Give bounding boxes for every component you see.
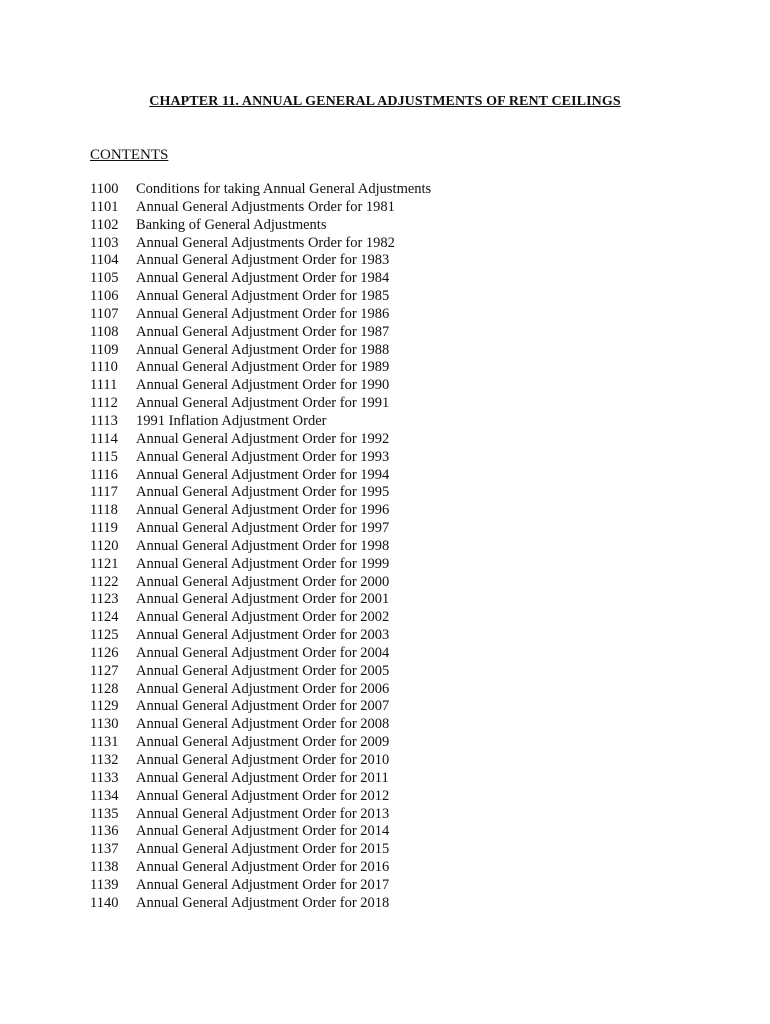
toc-entry [90, 235, 690, 253]
toc-section-number: 1120 [90, 537, 119, 554]
toc-section-number: 1104 [90, 252, 119, 269]
toc-entry [90, 716, 690, 734]
toc-section-title: Annual General Adjustment Order for 1985 [136, 288, 390, 305]
toc-section-number: 1105 [90, 270, 119, 287]
toc-section-title: Annual General Adjustment Order for 2013 [136, 805, 390, 822]
toc-section-number: 1122 [90, 573, 119, 590]
toc-section-title: Annual General Adjustment Order for 2017 [136, 876, 390, 893]
toc-entry [90, 217, 690, 235]
toc-entry [90, 859, 690, 877]
toc-section-number: 1126 [90, 644, 119, 661]
toc-section-title: Annual General Adjustment Order for 2008 [136, 716, 390, 733]
toc-section-number: 1130 [90, 716, 119, 733]
toc-entry [90, 806, 690, 824]
toc-section-number: 1138 [90, 859, 119, 876]
toc-section-number: 1139 [90, 876, 119, 893]
toc-entry [90, 574, 690, 592]
toc-section-title: Annual General Adjustment Order for 2006 [136, 680, 390, 697]
toc-section-title: Annual General Adjustment Order for 1990 [136, 377, 390, 394]
toc-entry [90, 270, 690, 288]
toc-section-number: 1102 [90, 216, 119, 233]
page-title: CHAPTER 11. ANNUAL GENERAL ADJUSTMENTS OF RENT CEILINGS [149, 94, 621, 109]
toc-section-number: 1112 [90, 395, 118, 412]
toc-section-title: Annual General Adjustment Order for 1983 [136, 252, 390, 269]
toc-section-number: 1129 [90, 698, 119, 715]
toc-entry [90, 538, 690, 556]
toc-entry [90, 520, 690, 538]
toc-section-title: Annual General Adjustment Order for 1988 [136, 341, 390, 358]
toc-entry [90, 413, 690, 431]
table-of-contents [90, 181, 690, 913]
toc-section-number: 1109 [90, 341, 119, 358]
toc-section-number: 1100 [90, 181, 119, 197]
toc-entry [90, 770, 690, 788]
toc-entry [90, 698, 690, 716]
toc-section-title: Annual General Adjustment Order for 1999 [136, 555, 390, 572]
toc-section-title: Annual General Adjustments Order for 1982 [136, 234, 395, 251]
contents-heading: CONTENTS [90, 147, 169, 163]
toc-entry [90, 841, 690, 859]
toc-section-title: Annual General Adjustment Order for 1994 [136, 466, 390, 483]
toc-section-title: Annual General Adjustment Order for 2015 [136, 841, 390, 858]
toc-section-title: Annual General Adjustment Order for 1998 [136, 537, 390, 554]
toc-entry [90, 591, 690, 609]
toc-section-number: 1124 [90, 609, 119, 626]
toc-entry [90, 734, 690, 752]
toc-entry [90, 877, 690, 895]
toc-section-number: 1107 [90, 305, 119, 322]
toc-entry [90, 342, 690, 360]
toc-section-title: Annual General Adjustment Order for 1984 [136, 270, 390, 287]
toc-section-number: 1121 [90, 555, 119, 572]
toc-section-number: 1135 [90, 805, 119, 822]
toc-section-number: 1136 [90, 823, 119, 840]
toc-section-number: 1132 [90, 752, 119, 768]
toc-section-title: Annual General Adjustment Order for 2018 [136, 894, 390, 911]
toc-section-number: 1115 [90, 448, 118, 465]
toc-section-title: Annual General Adjustment Order for 1993 [136, 448, 390, 465]
toc-section-title: Annual General Adjustment Order for 2003 [136, 627, 390, 644]
toc-section-title: Annual General Adjustment Order for 2002 [136, 609, 390, 626]
toc-section-number: 1133 [90, 769, 119, 786]
toc-section-number: 1140 [90, 894, 119, 911]
toc-section-title: Annual General Adjustment Order for 1991 [136, 395, 390, 412]
toc-section-number: 1110 [90, 359, 118, 376]
toc-entry [90, 288, 690, 306]
toc-entry [90, 645, 690, 663]
toc-entry [90, 823, 690, 841]
toc-section-title: Banking of General Adjustments [136, 216, 327, 233]
toc-section-number: 1101 [90, 198, 119, 215]
toc-entry [90, 467, 690, 485]
toc-entry [90, 252, 690, 270]
toc-section-number: 1125 [90, 627, 119, 644]
toc-section-number: 1137 [90, 841, 119, 858]
toc-entry [90, 359, 690, 377]
toc-entry [90, 663, 690, 681]
toc-section-title: Annual General Adjustment Order for 2014 [136, 823, 390, 840]
toc-section-title: Annual General Adjustments Order for 1981 [136, 198, 395, 215]
toc-section-title: Annual General Adjustment Order for 1996 [136, 502, 390, 519]
toc-section-title: Annual General Adjustment Order for 2001 [136, 591, 390, 608]
toc-section-title: 1991 Inflation Adjustment Order [136, 412, 327, 429]
toc-entry [90, 181, 690, 199]
toc-section-title: Annual General Adjustment Order for 2012 [136, 787, 390, 804]
toc-entry [90, 431, 690, 449]
toc-section-title: Annual General Adjustment Order for 2007 [136, 698, 390, 715]
toc-section-title: Annual General Adjustment Order for 2010 [136, 752, 390, 768]
toc-entry [90, 306, 690, 324]
toc-section-number: 1113 [90, 412, 118, 429]
toc-section-number: 1103 [90, 234, 119, 251]
toc-entry [90, 681, 690, 699]
toc-section-title: Annual General Adjustment Order for 2004 [136, 644, 390, 661]
toc-section-number: 1118 [90, 502, 118, 519]
toc-section-number: 1114 [90, 430, 118, 447]
toc-section-title: Annual General Adjustment Order for 1992 [136, 430, 390, 447]
toc-section-title: Annual General Adjustment Order for 1995 [136, 484, 390, 501]
toc-section-number: 1106 [90, 288, 119, 305]
toc-section-title: Annual General Adjustment Order for 2005 [136, 662, 390, 679]
toc-section-title: Annual General Adjustment Order for 1989 [136, 359, 390, 376]
toc-entry [90, 556, 690, 574]
toc-entry [90, 502, 690, 520]
toc-section-title: Conditions for taking Annual General Adjustments [136, 181, 432, 197]
toc-section-number: 1111 [90, 377, 118, 394]
toc-section-number: 1116 [90, 466, 118, 483]
toc-section-number: 1134 [90, 787, 119, 804]
toc-entry [90, 752, 690, 770]
toc-entry [90, 484, 690, 502]
toc-entry [90, 395, 690, 413]
toc-entry [90, 324, 690, 342]
toc-section-title: Annual General Adjustment Order for 2016 [136, 859, 390, 876]
toc-section-number: 1128 [90, 680, 119, 697]
toc-section-title: Annual General Adjustment Order for 2011 [136, 769, 389, 786]
toc-section-title: Annual General Adjustment Order for 1987 [136, 323, 390, 340]
toc-section-title: Annual General Adjustment Order for 2009 [136, 734, 390, 751]
toc-entry [90, 449, 690, 467]
toc-entry [90, 199, 690, 217]
toc-entry [90, 788, 690, 806]
toc-entry [90, 627, 690, 645]
toc-section-title: Annual General Adjustment Order for 1997 [136, 520, 390, 537]
toc-entry [90, 377, 690, 395]
toc-section-number: 1119 [90, 520, 118, 537]
toc-section-number: 1123 [90, 591, 119, 608]
toc-entry [90, 609, 690, 627]
toc-entry [90, 895, 690, 913]
toc-section-title: Annual General Adjustment Order for 2000 [136, 573, 390, 590]
toc-section-number: 1117 [90, 484, 118, 501]
toc-section-number: 1131 [90, 734, 119, 751]
toc-section-title: Annual General Adjustment Order for 1986 [136, 305, 390, 322]
toc-section-number: 1127 [90, 662, 119, 679]
toc-section-number: 1108 [90, 323, 119, 340]
